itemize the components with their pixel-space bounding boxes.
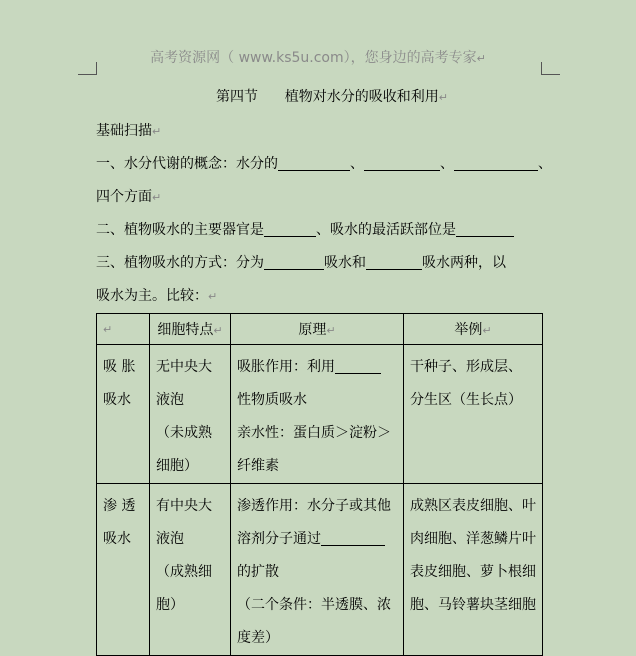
table-row [97, 345, 543, 484]
crop-mark-right [541, 62, 560, 75]
table-row [97, 484, 543, 656]
feature-cell: 无中央大 液泡 （未成熟 细胞） [150, 345, 231, 484]
type-cell: 吸 胀 吸水 [97, 345, 150, 484]
feature-cell: 有中央大 液泡 （成熟细 胞） [150, 484, 231, 656]
comparison-table [96, 313, 543, 656]
question-2: 二、植物吸水的主要器官是 、吸水的最活跃部位是 [96, 219, 514, 239]
crop-mark-left [78, 62, 97, 75]
principle-cell: 吸胀作用：利用 性物质吸水 亲水性：蛋白质＞淀粉＞ 纤维素 [231, 345, 404, 484]
question-1-cont: 四个方面↵ [96, 189, 162, 205]
page-header: 高考资源网（ www.ks5u.com），您身边的高考专家↵ [150, 50, 486, 66]
type-cell: 渗 透 吸水 [97, 484, 150, 656]
section-heading: 基础扫描↵ [96, 123, 162, 139]
table-header-cell: 举例↵ [404, 314, 543, 345]
question-1: 一、水分代谢的概念：水分的 、 、 、 [96, 156, 552, 172]
principle-cell: 渗透作用：水分子或其他 溶剂分子通过 的扩散 （二个条件：半透膜、浓 度差） [231, 484, 404, 656]
table-header-cell: 原理↵ [231, 314, 404, 345]
question-3-cont: 吸水为主。比较：↵ [96, 288, 218, 304]
example-cell: 干种子、形成层、 分生区（生长点） [404, 345, 543, 484]
doc-title: 第四节 植物对水分的吸收和利用↵ [216, 89, 448, 105]
question-3: 三、植物吸水的方式：分为 吸水和 吸水两种，以 [96, 255, 506, 271]
table-header-cell: ↵ [97, 314, 150, 345]
table-header-row [97, 314, 543, 345]
table-header-cell: 细胞特点↵ [150, 314, 231, 345]
example-cell: 成熟区表皮细胞、叶 肉细胞、洋葱鳞片叶 表皮细胞、萝卜根细 胞、马铃薯块茎细胞 [404, 484, 543, 656]
